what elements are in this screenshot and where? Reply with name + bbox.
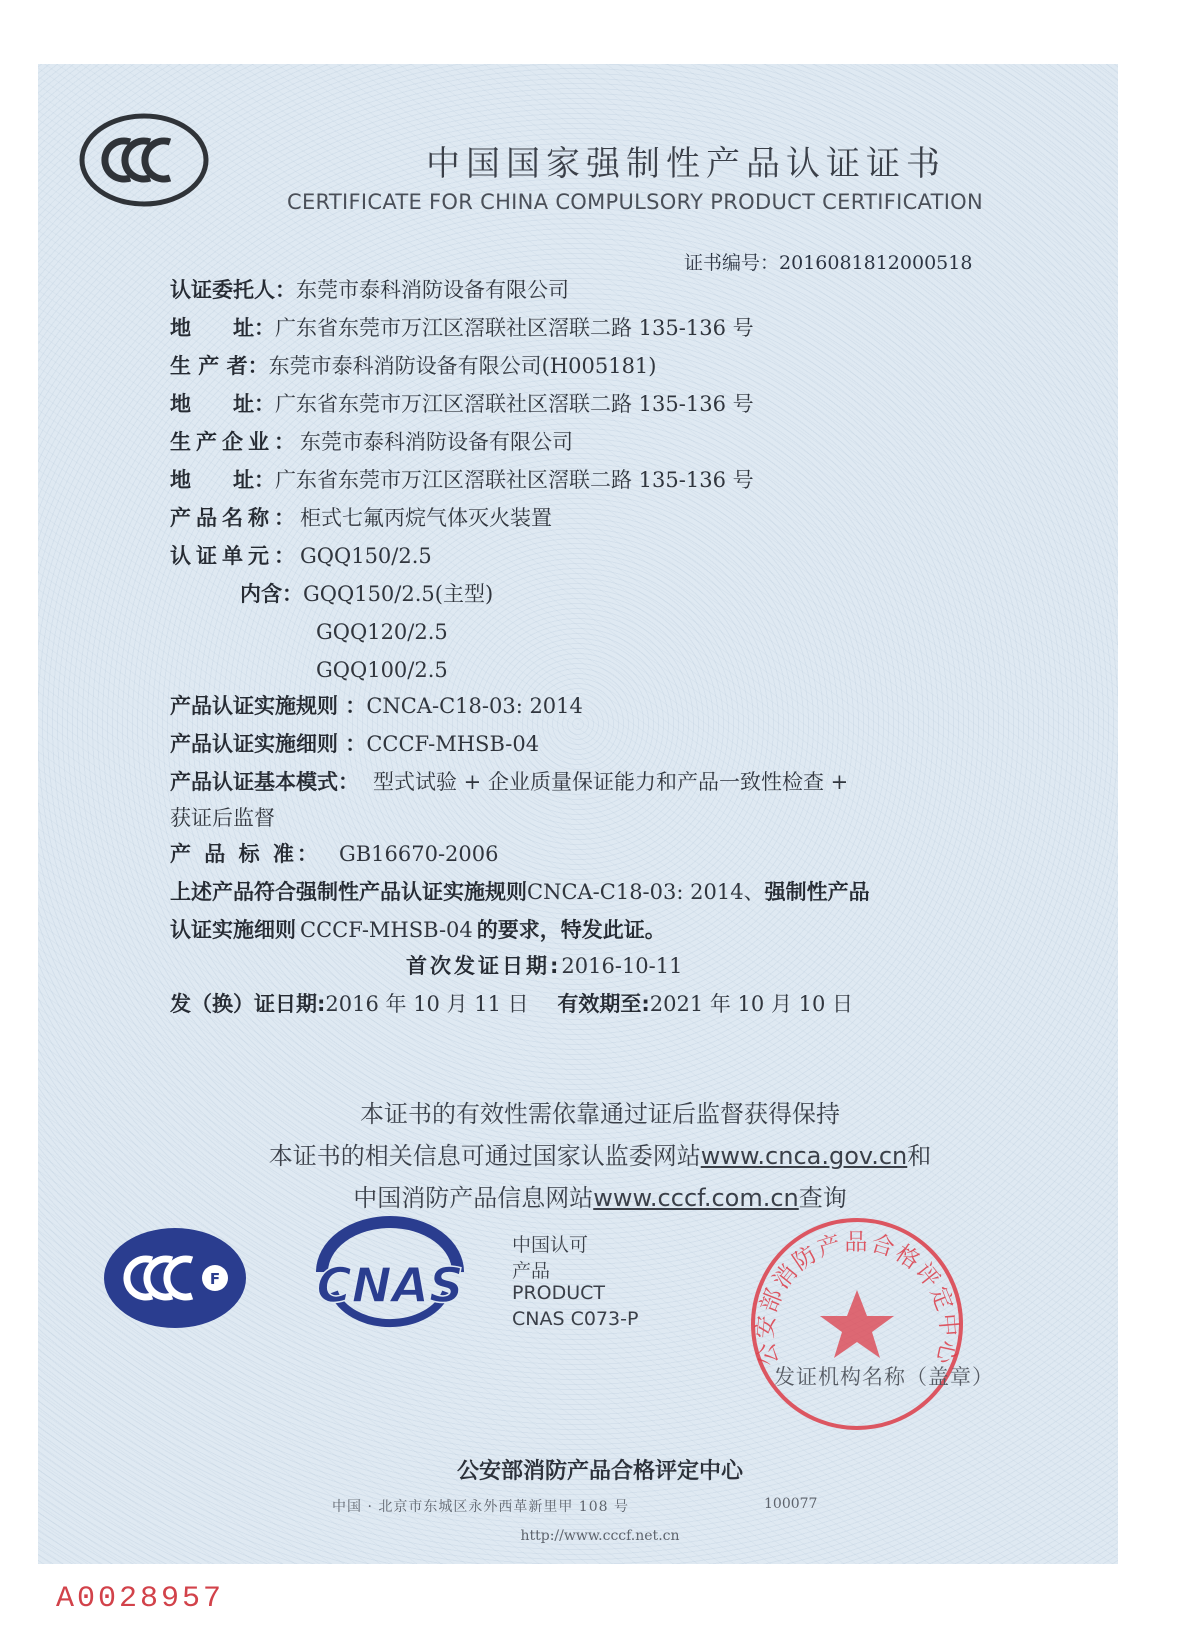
unit-label: 认证单元： (170, 544, 300, 568)
rules-row (170, 694, 583, 718)
svg-text:公安部消防产品合格评定中心: 公安部消防产品合格评定中心 (752, 1229, 962, 1369)
mode-label: 产品认证基本模式： (170, 770, 359, 794)
issue-date-label: 发（换）证日期: (170, 992, 326, 1016)
issuer-zip: 100077 (764, 1496, 818, 1512)
valid-until-value: 2021 年 10 月 10 日 (649, 992, 854, 1016)
mode-value: 型式试验 + 企业质量保证能力和产品一致性检查 + (373, 770, 849, 794)
model-item: GQQ120/2.5 (316, 620, 448, 644)
cnas-caption-4: CNAS C073-P (512, 1308, 639, 1330)
standard-value: GB16670-2006 (338, 842, 499, 866)
rules-label: 产品认证实施规则 ： (170, 694, 367, 718)
statement-rule-code: CNCA-C18-03: 2014、 (527, 880, 765, 904)
mode-continued-row (170, 806, 275, 830)
issuer-stamp-label: 发证机构名称（盖章） (774, 1365, 994, 1389)
address-label: 地 址： (170, 468, 275, 492)
cccf-logo (102, 1226, 248, 1330)
contains-row (240, 582, 493, 606)
model-row (316, 658, 448, 682)
model-row (316, 620, 448, 644)
info-note-2 (0, 1178, 1200, 1213)
product-row (170, 506, 552, 530)
product-value: 柜式七氟丙烷气体灭火装置 (300, 506, 552, 530)
address-label: 地 址： (170, 392, 275, 416)
factory-value: 东莞市泰科消防设备有限公司 (300, 430, 573, 454)
contains-label: 内含： (240, 582, 303, 606)
cnas-caption-3: PRODUCT (512, 1282, 606, 1304)
first-issue-label: 首次发证日期: (406, 954, 562, 978)
valid-until-label: 有效期至: (557, 992, 650, 1016)
certificate-title-en: CERTIFICATE FOR CHINA COMPULSORY PRODUCT CERTIFICATION (287, 190, 984, 214)
serial-number: A0028957 (56, 1582, 225, 1616)
issuer-name: 公安部消防产品合格评定中心 (456, 1459, 743, 1484)
issue-date-value: 2016 年 10 月 11 日 (325, 992, 529, 1016)
certificate-number-value: 2016081812000518 (779, 252, 973, 274)
statement-text: 上述产品符合强制性产品认证实施规则 (170, 880, 527, 904)
address-label: 地 址： (170, 316, 275, 340)
statement-text: 强制性产品 (764, 880, 870, 904)
manufacturer-address-row (170, 392, 754, 416)
client-value: 东莞市泰科消防设备有限公司 (296, 278, 569, 302)
ccc-logo (78, 112, 210, 208)
standard-label: 产 品 标 准： (170, 842, 321, 866)
cccf-website-link[interactable]: www.cccf.com.cn (593, 1184, 799, 1212)
statement-line-2 (170, 918, 666, 942)
certificate-number-label: 证书编号： (684, 252, 780, 274)
certificate-number (684, 248, 972, 275)
details-label: 产品认证实施细则 ： (170, 732, 367, 756)
cnas-caption-2: 产品 (512, 1260, 551, 1282)
info-note-text: 中国消防产品信息网站 (353, 1184, 594, 1212)
manufacturer-value: 东莞市泰科消防设备有限公司(H005181) (268, 354, 657, 378)
model-item: GQQ150/2.5(主型) (303, 582, 494, 606)
info-note-1 (0, 1136, 1200, 1171)
issue-date-row (170, 992, 853, 1016)
rules-value: CNCA-C18-03: 2014 (366, 694, 583, 718)
cnca-website-link[interactable]: www.cnca.gov.cn (700, 1142, 908, 1170)
details-value: CCCF-MHSB-04 (366, 732, 540, 756)
certificate-title-cn: 中国国家强制性产品认证证书 (426, 144, 946, 184)
factory-row (170, 430, 573, 454)
info-note-text: 和 (907, 1142, 932, 1170)
client-address-value: 广东省东莞市万江区滘联社区滘联二路 135-136 号 (275, 316, 754, 340)
manufacturer-label: 生 产 者： (170, 354, 269, 378)
cnas-logo (306, 1216, 474, 1340)
unit-row (170, 544, 432, 568)
info-note-text: 本证书的相关信息可通过国家认监委网站 (268, 1142, 701, 1170)
model-item: GQQ100/2.5 (316, 658, 448, 682)
official-seal (744, 1212, 970, 1436)
issuer-website[interactable]: http://www.cccf.net.cn (520, 1528, 680, 1544)
statement-line-1 (170, 880, 870, 904)
statement-text: 认证实施细则 (170, 918, 296, 942)
standard-row (170, 842, 499, 866)
info-note-text: 查询 (798, 1184, 847, 1212)
cnas-caption-1: 中国认可 (512, 1234, 589, 1256)
details-row (170, 732, 539, 756)
factory-address-row (170, 468, 754, 492)
statement-text: 的要求，特发此证。 (476, 918, 666, 942)
client-address-row (170, 316, 754, 340)
first-issue-date-row (406, 954, 682, 978)
first-issue-value: 2016-10-11 (561, 954, 683, 978)
mode-value-continued: 获证后监督 (170, 806, 275, 830)
validity-note: 本证书的有效性需依靠通过证后监督获得保持 (360, 1100, 840, 1128)
mode-row (170, 770, 848, 794)
manufacturer-row (170, 354, 657, 378)
manufacturer-address-value: 广东省东莞市万江区滘联社区滘联二路 135-136 号 (275, 392, 754, 416)
factory-label: 生产企业： (170, 430, 300, 454)
svg-text:F: F (209, 1270, 221, 1288)
issuer-address: 中国 · 北京市东城区永外西革新里甲 108 号 (332, 1499, 629, 1515)
svg-text:CNAS: CNAS (316, 1258, 464, 1314)
statement-detail-code: CCCF-MHSB-04 (300, 918, 473, 942)
client-row (170, 278, 569, 302)
unit-value: GQQ150/2.5 (300, 544, 432, 568)
factory-address-value: 广东省东莞市万江区滘联社区滘联二路 135-136 号 (275, 468, 754, 492)
product-label: 产品名称： (170, 506, 300, 530)
client-label: 认证委托人： (170, 278, 296, 302)
